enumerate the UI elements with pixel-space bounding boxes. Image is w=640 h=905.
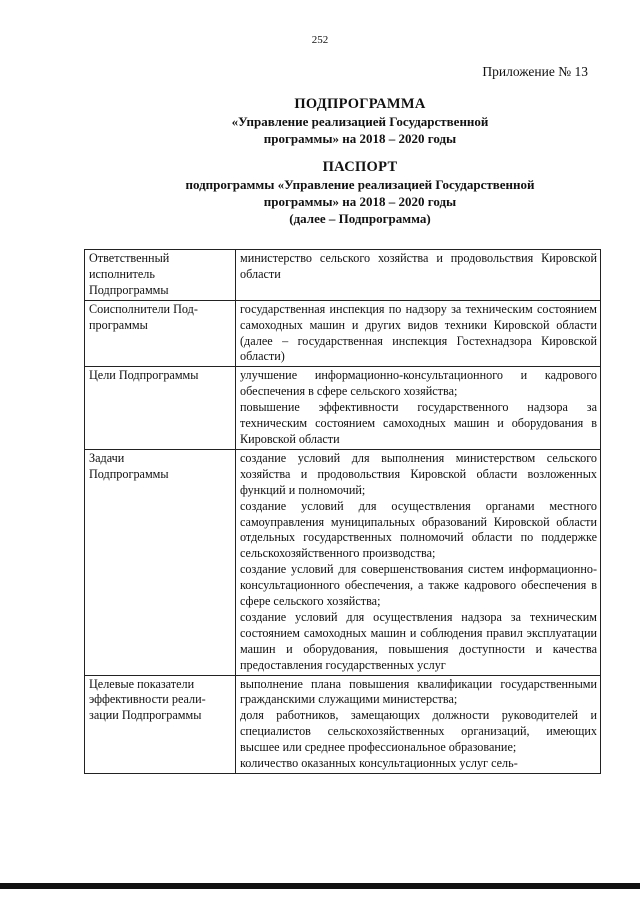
row-value-paragraph: создание условий для осуществления надзора за техническим состоянием самоходных машин и соблюдения правил эксплуатации машин и оборудования, повышения доступности и качества предоставления государственных услуг [240, 609, 597, 672]
row-value-paragraph: создание условий для осуществления органами местного самоуправления муниципальных образований Кировской области отдельных государственных полномочий области по поддержке сельскохозяйственного производства; [240, 498, 597, 561]
table-row [85, 367, 601, 450]
row-value-cell [236, 367, 601, 450]
row-label-line: Задачи [89, 450, 125, 465]
row-value-paragraph: министерство сельского хозяйства и продовольствия Кировской области [240, 251, 597, 281]
row-label-line: Цели Подпрограммы [89, 368, 199, 383]
row-value-paragraph: государственная инспекция по надзору за техническим состоянием самоходных машин и других видов техники Кировской области (далее – государственная инспекция Гостехнадзора Кировской области) [240, 301, 597, 364]
passport-table [84, 249, 601, 774]
row-label-cell [85, 300, 236, 367]
row-label-line: Подпрограммы [89, 466, 169, 481]
table-row [85, 250, 601, 301]
row-value-paragraph: создание условий для выполнения министерством сельского хозяйства и продовольствия Кировской области возложенных функций и полномочий; [240, 450, 597, 497]
table-row [85, 675, 601, 773]
row-value-paragraph: выполнение плана повышения квалификации государственными гражданскими служащими министерства; [240, 676, 597, 707]
document-titles [70, 96, 640, 227]
page-number: 252 [311, 34, 329, 46]
row-label-line: Подпрограммы [89, 282, 169, 297]
row-value-cell [236, 449, 601, 675]
row-label-cell [85, 250, 236, 301]
appendix-label: Приложение № 13 [482, 64, 588, 79]
subprogram-heading: ПОДПРОГРАММА [294, 96, 426, 112]
row-value-cell [236, 675, 601, 773]
row-label-line: Соисполнители Под- [89, 301, 198, 316]
passport-title-line-1: подпрограммы «Управление реализацией Государственной [185, 177, 535, 192]
row-label-line: зации Подпрограммы [89, 708, 202, 723]
row-label-cell [85, 675, 236, 773]
passport-heading: ПАСПОРТ [322, 159, 398, 175]
row-label-cell [85, 449, 236, 675]
subprogram-title-line-1: «Управление реализацией Государственной [231, 114, 489, 129]
row-label-line: Ответственный [89, 251, 170, 265]
row-value-cell [236, 300, 601, 367]
row-value-paragraph: создание условий для совершенствования систем информационно-консультационного обеспечения, а также кадрового обеспечения в сфере сельского хозяйства; [240, 562, 597, 609]
row-value-paragraph: повышение эффективности государственного надзора за техническим состоянием самоходных машин и оборудования в Кировской области [240, 400, 597, 446]
table-row [85, 449, 601, 675]
passport-title-line-2: программы» на 2018 – 2020 годы [263, 194, 457, 209]
row-value-paragraph: количество оказанных консультационных услуг сель- [240, 756, 518, 771]
row-label-cell [85, 367, 236, 450]
subprogram-title-line-2: программы» на 2018 – 2020 годы [263, 131, 457, 146]
row-label-line: программы [89, 317, 148, 332]
scan-edge-bar [0, 883, 640, 889]
row-label-line: Целевые показатели [89, 676, 195, 691]
row-label-line: исполнитель [89, 266, 155, 281]
row-value-cell [236, 250, 601, 301]
row-value-paragraph: улучшение информационно-консультационного и кадрового обеспечения в сфере сельского хозяйства; [240, 368, 597, 399]
row-value-paragraph: доля работников, замещающих должности руководителей и специалистов сельскохозяйственных организаций, имеющих высшее или среднее профессиональное образование; [240, 708, 597, 755]
row-label-line: эффективности реали- [89, 692, 206, 707]
passport-title-line-3: (далее – Подпрограмма) [289, 211, 431, 226]
table-row [85, 300, 601, 367]
